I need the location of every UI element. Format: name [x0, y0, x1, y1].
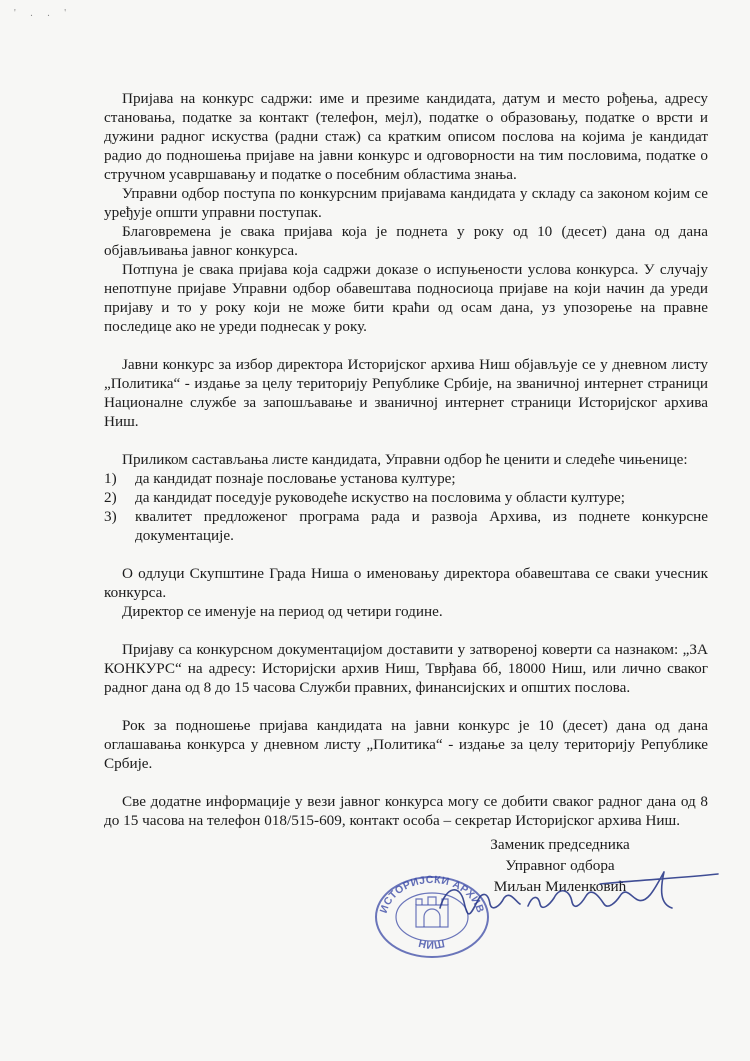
- paragraph-submission: Пријаву са конкурсном документацијом доставити у затвореној коверти са назнаком: „ЗА КОНКУРС“ на адресу: Историјски архив Ниш, Тврђава бб, 18000 Ниш, или лично сваког радног дана од 8 до 15 часова Служби правних, финансијских и општих послова.: [104, 641, 708, 696]
- list-item: 3) квалитет предложеног програма рада и развоја Архива, из поднете конкурсне документације.: [104, 508, 708, 544]
- list-item: 1) да кандидат познаје пословање установа културе;: [104, 470, 456, 487]
- signatory-title: Заменик председника: [490, 836, 630, 853]
- paragraph-term: Директор се именује на период од четири године.: [122, 603, 443, 620]
- paragraph-application-contents: Пријава на конкурс садржи: име и презиме кандидата, датум и место рођења, адресу становања, податке за контакт (телефон, мејл), податке о образовању, податке о врсти и дужини радног искуства (радни стаж) са кратким описом послова на којима је кандидат радио до подношења пријаве на јавни конкурс и одговорности на тим пословима, податке о стручном усавршавању и податке о посебним областима знања.: [104, 90, 708, 183]
- paragraph-criteria-intro: Приликом састављања листе кандидата, Управни одбор ће ценити и следеће чињенице:: [122, 451, 688, 468]
- svg-text:НИШ: НИШ: [417, 937, 447, 953]
- paragraph-procedure: Управни одбор поступа по конкурсним пријавама кандидата у складу са законом којим се уређује општи управни поступак.: [104, 185, 708, 221]
- paragraph-decision-notice: О одлуци Скупштине Града Ниша о именовању директора обавештава се сваки учесник конкурса.: [104, 565, 708, 601]
- paragraph-publication: Јавни конкурс за избор директора Историјског архива Ниш објављује се у дневном листу „Политика“ - издање за целу територију Републике Србије, на званичној интернет страници Националне службе за запошљавање и званичној интернет страници Историјског архива Ниш.: [104, 356, 708, 430]
- paragraph-timeliness: Благовремена је свака пријава која је поднета у року од 10 (десет) дана од дана објављивања јавног конкурса.: [104, 223, 708, 259]
- svg-text:ИСТОРИЈСКИ АРХИВ: ИСТОРИЈСКИ АРХИВ: [377, 873, 487, 915]
- criteria-list: [104, 469, 708, 545]
- document-body: [104, 89, 708, 830]
- scan-artifact: ' . . ': [14, 8, 73, 19]
- paragraph-completeness: Потпуна је свака пријава која садржи доказе о испуњености услова конкурса. У случају непотпуне пријаве Управни одбор обавештава подносиоца пријаве на који начин да уреди пријаву и то у року који не може бити краћи од осам дана, уз упозорење на правне последице ако не уреди поднесак у року.: [104, 261, 708, 335]
- paragraph-deadline: Рок за подношење пријава кандидата на јавни конкурс је 10 (десет) дана од дана оглашавања конкурса у дневном листу „Политика“ - издање за целу територију Републике Србије.: [104, 717, 708, 772]
- signatory-body: Управног одбора: [505, 857, 615, 874]
- list-item: 2) да кандидат поседује руководеће искуство на пословима у области културе;: [104, 489, 625, 506]
- paragraph-contact-info: Све додатне информације у вези јавног конкурса могу се добити сваког радног дана од 8 до 15 часова на телефон 018/515-609, контакт особа – секретар Историјског архива Ниш.: [104, 793, 708, 829]
- handwritten-signature: [420, 856, 720, 936]
- signatory-name: Миљан Миленковић: [493, 878, 627, 895]
